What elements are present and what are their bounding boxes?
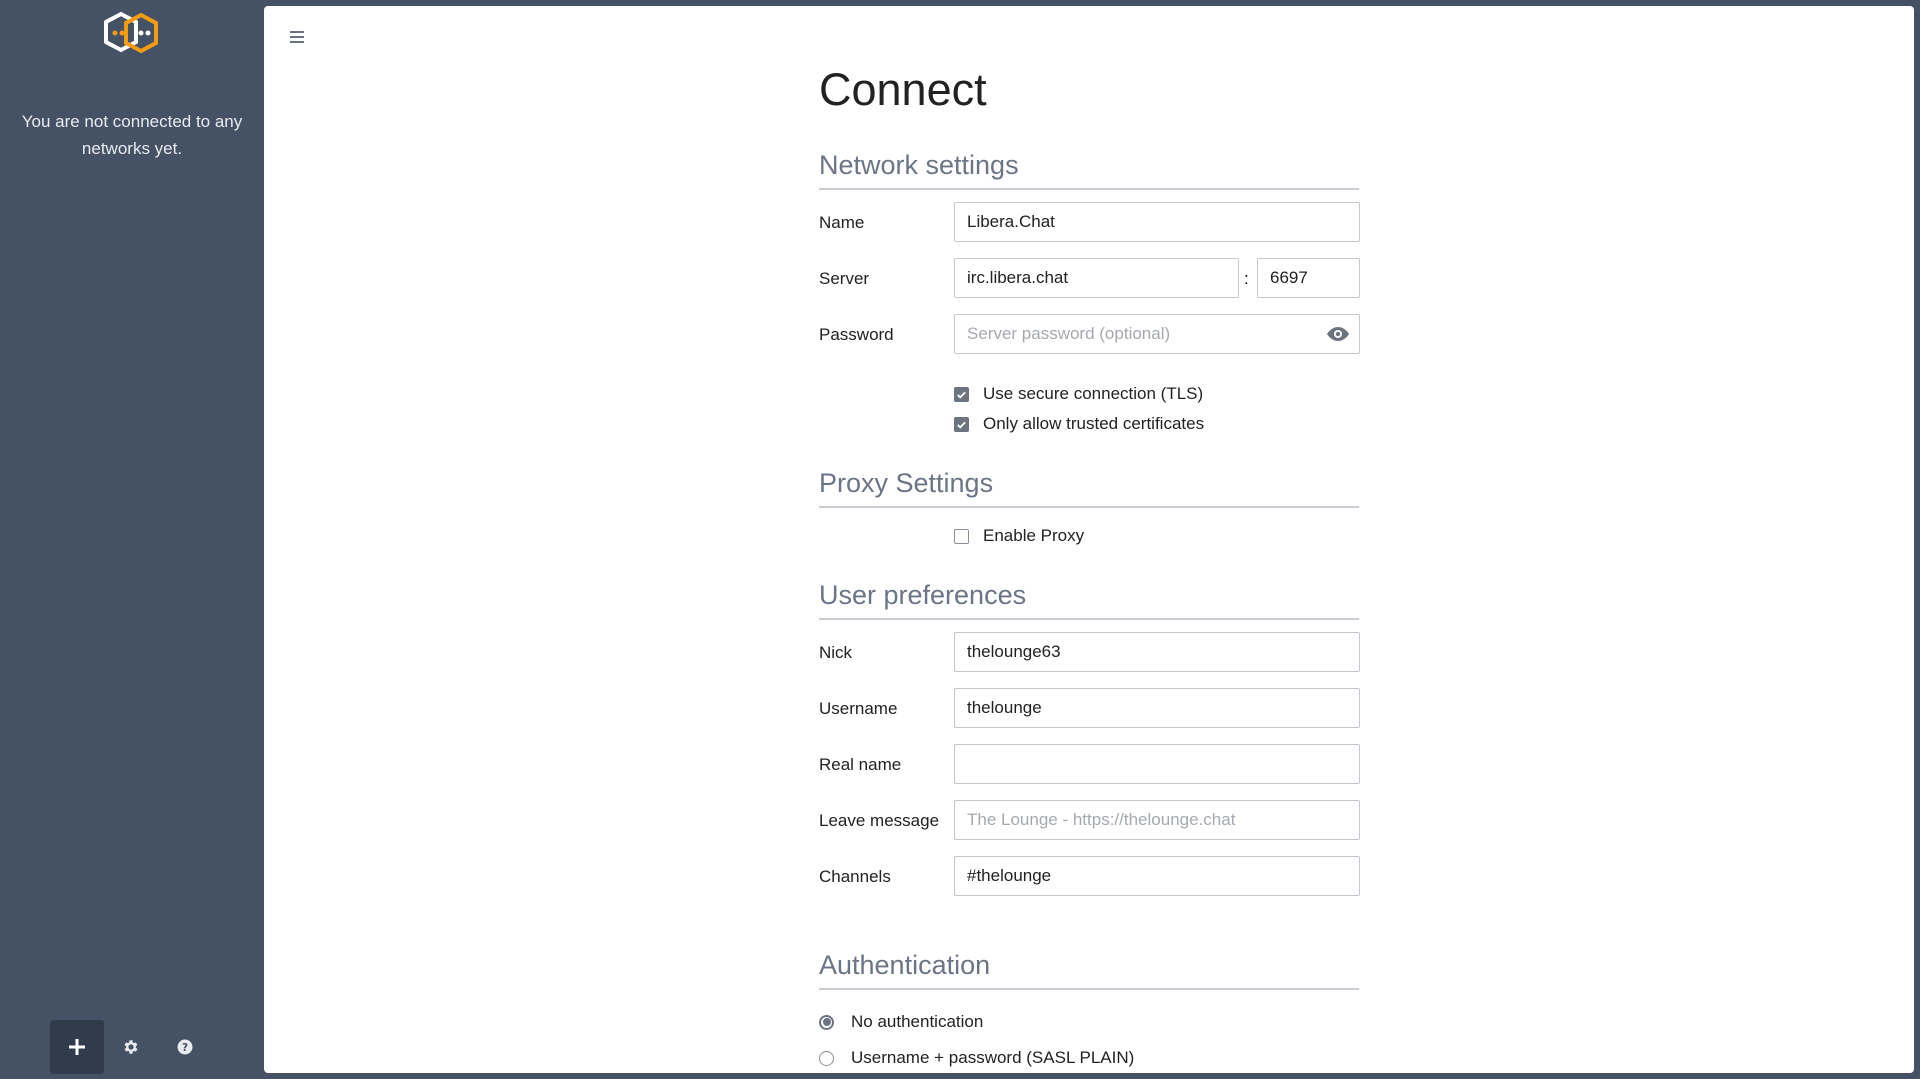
tls-label: Use secure connection (TLS) (983, 384, 1204, 403)
enable-proxy-checkbox[interactable] (954, 526, 1084, 546)
enable-proxy-label: Enable Proxy (983, 526, 1085, 545)
main-panel (264, 6, 1914, 1073)
page-title: Connect (819, 64, 987, 115)
network-settings-heading: Network settings (819, 148, 1359, 190)
window-edge (1914, 0, 1920, 1079)
server-label: Server (819, 269, 870, 288)
leave-message-input[interactable] (954, 800, 1360, 840)
eye-icon (1326, 322, 1350, 346)
sidebar (0, 0, 264, 1079)
password-label: Password (819, 325, 894, 344)
auth-none-radio[interactable] (819, 1012, 983, 1032)
toggle-password-button[interactable] (1326, 322, 1350, 346)
password-input[interactable] (954, 314, 1360, 354)
nick-label: Nick (819, 643, 853, 662)
server-port-input[interactable] (1257, 258, 1360, 298)
trusted-certs-checkbox[interactable] (954, 414, 1204, 434)
auth-none-label: No authentication (851, 1012, 984, 1031)
nick-input[interactable] (954, 632, 1360, 672)
leave-message-label: Leave message (819, 811, 940, 830)
connect-button[interactable] (50, 1020, 104, 1074)
radio-selected-icon (819, 1015, 834, 1030)
channels-input[interactable] (954, 856, 1360, 896)
gear-icon (122, 1038, 140, 1056)
name-input[interactable] (954, 202, 1360, 242)
plus-icon (68, 1038, 86, 1056)
tls-checkbox[interactable] (954, 384, 1203, 404)
auth-sasl-label: Username + password (SASL PLAIN) (851, 1048, 1135, 1067)
checkbox-checked-icon (954, 417, 969, 432)
realname-label: Real name (819, 755, 902, 774)
checkbox-checked-icon (954, 387, 969, 402)
username-label: Username (819, 699, 898, 718)
settings-button[interactable] (104, 1020, 158, 1074)
auth-sasl-radio[interactable] (819, 1048, 1134, 1068)
svg-text:?: ? (181, 1041, 189, 1054)
checkbox-unchecked-icon (954, 529, 969, 544)
user-preferences-heading: User preferences (819, 578, 1359, 620)
help-button[interactable] (158, 1020, 212, 1074)
help-circle-icon (176, 1038, 194, 1056)
server-port-separator: : (1244, 269, 1249, 288)
trusted-certs-label: Only allow trusted certificates (983, 414, 1205, 433)
radio-unselected-icon (819, 1051, 834, 1066)
server-host-input[interactable] (954, 258, 1239, 298)
no-networks-message: You are not connected to any networks yet. (21, 112, 243, 158)
realname-input[interactable] (954, 744, 1360, 784)
authentication-heading: Authentication (819, 948, 1359, 990)
username-input[interactable] (954, 688, 1360, 728)
proxy-settings-heading: Proxy Settings (819, 466, 1359, 508)
the-lounge-logo (101, 11, 163, 55)
hamburger-icon (284, 24, 310, 50)
menu-toggle-button[interactable] (284, 24, 310, 50)
name-label: Name (819, 213, 865, 232)
channels-label: Channels (819, 867, 891, 886)
